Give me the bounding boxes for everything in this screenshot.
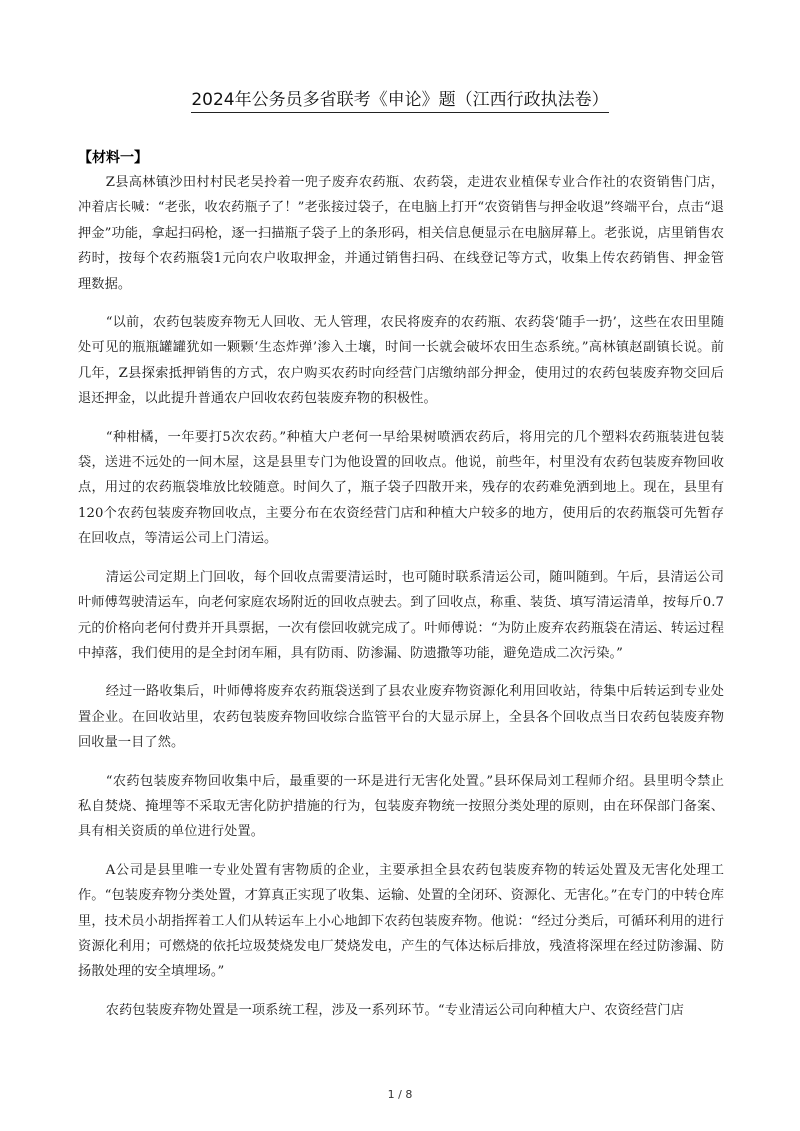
paragraph-2: “以前，农药包装废弃物无人回收、无人管理，农民将废弃的农药瓶、农药袋‘随手一扔’，这些在农田里随处可见的瓶瓶罐罐犹如一颗颗‘生态炸弹’渗入土壤，时间一长就会破坏农田生态系统。”高林镇赵副镇长说。前几年，Z县探索抵押销售的方式，农户购买农药时向经营门店缴纳部分押金，使用过的农药包装废弃物交回后退还押金，以此提升普通农户回收农药包装废弃物的积极性。: [78, 315, 724, 407]
paragraph-5: 经过一路收集后，叶师傅将废弃农药瓶袋送到了县农业废弃物资源化利用回收站，待集中后转运到专业处置企业。在回收站里，农药包装废弃物回收综合监管平台的大显示屏上，全县各个回收点当日农药包装废弃物回收量一目了然。: [78, 684, 724, 751]
paragraph-7: A公司是县里唯一专业处置有害物质的企业，主要承担全县农药包装废弃物的转运处置及无害化处理工作。“包装废弃物分类处置，才算真正实现了收集、运输、处置的全闭环、资源化、无害化。”在专门的中转仓库里，技术员小胡指挥着工人们从转运车上小心地卸下农药包装废弃物。他说：“经过分类后，可循环利用的进行资源化利用；可燃烧的依托垃圾焚烧发电厂焚烧发电，产生的气体达标后排放，残渣将深埋在经过防渗漏、防扬散处理的安全填埋场。”: [78, 862, 724, 980]
paragraph-8: 农药包装废弃物处置是一项系统工程，涉及一系列环节。“专业清运公司向种植大户、农资经营门店: [105, 1002, 684, 1018]
paragraph-6: “农药包装废弃物回收集中后，最重要的一环是进行无害化处置。”县环保局刘工程师介绍。县里明令禁止私自焚烧、掩埋等不采取无害化防护措施的行为，包装废弃物统一按照分类处理的原则，由在环保部门备案、具有相关资质的单位进行处置。: [78, 773, 724, 840]
paragraph-3: “种柑橘，一年要打5次农药。”种植大户老何一早给果树喷洒农药后，将用完的几个塑料农药瓶装进包装袋，送进不远处的一间木屋，这是县里专门为他设置的回收点。他说，前些年，村里没有农药包装废弃物回收点，用过的农药瓶袋堆放比较随意。时间久了，瓶子袋子四散开来，残存的农药难免洒到地上。现在，县里有120个农药包装废弃物回收点，主要分布在农资经营门店和种植大户较多的地方，使用后的农药瓶袋可先暂存在回收点，等清运公司上门清运。: [78, 429, 724, 547]
document-title-text: 2024年公务员多省联考《申论》题（江西行政执法卷）: [191, 90, 608, 113]
document-body: [78, 148, 724, 1036]
section-heading: 【材料一】: [78, 150, 148, 166]
page-number: 1 / 8: [387, 1088, 413, 1101]
document-title: [0, 88, 800, 112]
paragraph-1: Z县高林镇沙田村村民老吴拎着一兜子废弃农药瓶、农药袋，走进农业植保专业合作社的农资销售门店，冲着店长喊：“老张，收农药瓶子了！”老张接过袋子，在电脑上打开“农资销售与押金收退”终端平台，点击“退押金”功能，拿起扫码枪，逐一扫描瓶子袋子上的条形码，相关信息便显示在电脑屏幕上。老张说，店里销售农药时，按每个农药瓶袋1元向农户收取押金，并通过销售扫码、在线登记等方式，收集上传农药销售、押金管理数据。: [78, 175, 724, 292]
paragraph-4: 清运公司定期上门回收，每个回收点需要清运时，也可随时联系清运公司，随叫随到。午后，县清运公司叶师傅驾驶清运车，向老何家庭农场附近的回收点驶去。到了回收点，称重、装货、填写清运清单，按每斤0.7元的价格向老何付费并开具票据，一次有偿回收就完成了。叶师傅说：“为防止废弃农药瓶袋在清运、转运过程中掉落，我们使用的是全封闭车厢，具有防雨、防渗漏、防遗撒等功能，避免造成二次污染。”: [78, 569, 724, 661]
